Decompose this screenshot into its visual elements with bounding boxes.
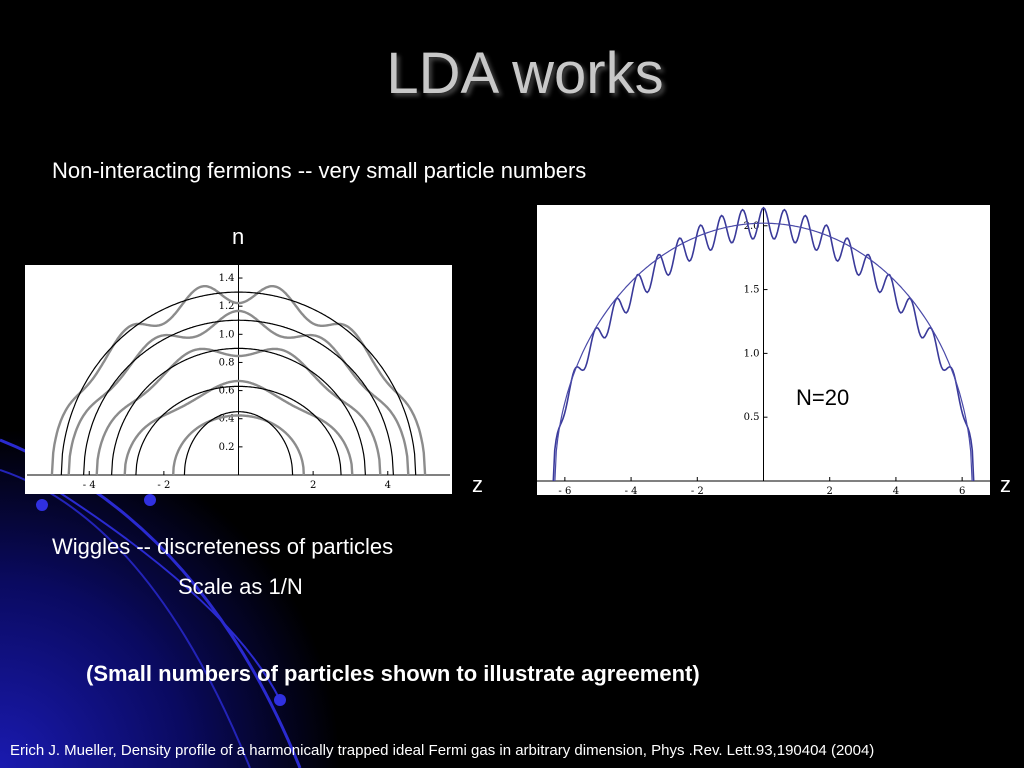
slide-subtitle: Non-interacting fermions -- very small particle numbers — [52, 158, 587, 183]
right-chart-y-tick-label: 1.0 — [743, 348, 760, 360]
left-chart-x-tick-label: - 2 — [157, 480, 171, 491]
right-chart-x-tick-label: - 6 — [558, 486, 572, 495]
right-chart-xlabel: z — [1000, 472, 1011, 497]
right-chart-y-tick-label: 0.5 — [743, 412, 760, 424]
left-chart-y-tick-label: 0.8 — [218, 357, 235, 369]
left-chart-y-tick-label: 1.4 — [218, 273, 235, 285]
right-chart-x-tick-label: 4 — [892, 486, 900, 495]
note-text: (Small numbers of particles shown to illustrate agreement) — [86, 661, 700, 686]
left-chart-y-tick-label: 1.2 — [218, 301, 235, 313]
right-chart-y-tick-label: 2.0 — [743, 220, 760, 232]
right-chart-x-tick-label: - 4 — [624, 486, 638, 495]
right-chart-y-tick-label: 1.5 — [743, 284, 760, 296]
citation: Erich J. Mueller, Density profile of a harmonically trapped ideal Fermi gas in arbitrary dimension, Phys .Rev. Lett.93,190404 (2004) — [10, 742, 875, 759]
right-chart-annotation: N=20 — [796, 385, 850, 410]
right-chart-svg — [537, 205, 990, 495]
left-chart-x-tick-label: 2 — [309, 480, 317, 491]
slide-title: LDA works — [386, 41, 664, 106]
left-chart-y-tick-label: 0.4 — [218, 413, 235, 425]
left-chart-y-tick-label: 1.0 — [218, 329, 235, 341]
left-chart-x-tick-label: - 4 — [82, 480, 96, 491]
wiggles-text: Wiggles -- discreteness of particles — [52, 534, 394, 559]
right-chart-x-tick-label: 6 — [958, 486, 966, 495]
left-chart — [25, 265, 452, 494]
right-chart-x-tick-label: 2 — [826, 486, 833, 495]
right-chart-x-tick-label: - 2 — [690, 486, 704, 495]
left-chart-x-tick-label: 4 — [384, 480, 391, 491]
left-chart-svg — [25, 265, 452, 494]
left-chart-ylabel: n — [232, 224, 245, 249]
left-chart-y-tick-label: 0.6 — [218, 385, 235, 397]
left-chart-y-tick-label: 0.2 — [218, 441, 235, 453]
right-chart — [537, 205, 990, 495]
left-chart-xlabel: z — [472, 472, 483, 497]
scale-text: Scale as 1/N — [178, 574, 303, 599]
